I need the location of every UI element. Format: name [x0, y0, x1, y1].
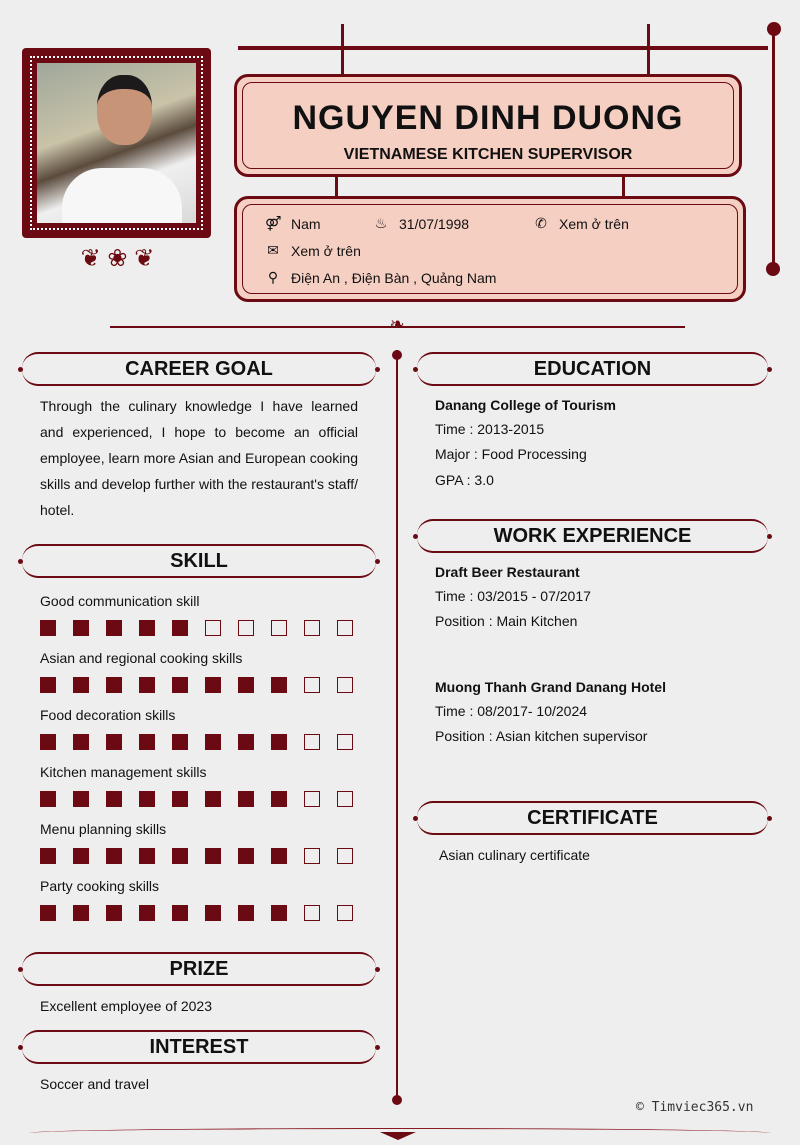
- divider-ornament: ❧: [389, 314, 405, 334]
- location-icon: ⚲: [267, 269, 279, 285]
- rating-square-empty: [205, 620, 221, 636]
- rating-square-filled: [73, 791, 89, 807]
- birthday: 31/07/1998: [399, 215, 470, 232]
- rating-square-empty: [304, 791, 320, 807]
- gender: Nam: [291, 215, 321, 232]
- divider-knob: [392, 350, 402, 360]
- hanger-knob: [766, 262, 780, 276]
- rating-square-filled: [73, 734, 89, 750]
- rating-square-filled: [139, 734, 155, 750]
- rating-square-empty: [304, 620, 320, 636]
- address: Điện An , Điện Bàn , Quảng Nam: [291, 269, 497, 286]
- skill-label: Asian and regional cooking skills: [40, 650, 243, 666]
- rating-square-empty: [337, 905, 353, 921]
- skill-rating: [40, 791, 353, 807]
- job-position: Position : Asian kitchen supervisor: [435, 728, 648, 744]
- rating-square-filled: [172, 791, 188, 807]
- avatar-frame: [22, 48, 211, 238]
- job-company: Muong Thanh Grand Danang Hotel: [435, 679, 666, 695]
- rating-square-empty: [337, 848, 353, 864]
- skill-label: Food decoration skills: [40, 707, 176, 723]
- job-company: Draft Beer Restaurant: [435, 564, 580, 580]
- rating-square-filled: [205, 677, 221, 693]
- rating-square-empty: [304, 677, 320, 693]
- rating-square-empty: [304, 848, 320, 864]
- skill-label: Good communication skill: [40, 593, 200, 609]
- rating-square-empty: [238, 620, 254, 636]
- rating-square-filled: [73, 620, 89, 636]
- phone-icon: ✆: [535, 215, 547, 231]
- hanger-post: [772, 28, 775, 270]
- interest-text: Soccer and travel: [40, 1076, 149, 1092]
- hanger-chain: [335, 176, 338, 196]
- rating-square-filled: [205, 905, 221, 921]
- hanger-knob: [767, 22, 781, 36]
- rating-square-filled: [238, 905, 254, 921]
- hanger-chain: [622, 176, 625, 196]
- rating-square-filled: [106, 620, 122, 636]
- skill-rating: [40, 734, 353, 750]
- rating-square-filled: [172, 620, 188, 636]
- rating-square-filled: [106, 848, 122, 864]
- rating-square-filled: [172, 848, 188, 864]
- avatar: [37, 63, 196, 223]
- rating-square-filled: [172, 905, 188, 921]
- name-board: [234, 74, 742, 177]
- rating-square-filled: [271, 734, 287, 750]
- school-name: Danang College of Tourism: [435, 397, 616, 413]
- certificate-text: Asian culinary certificate: [439, 847, 590, 863]
- rating-square-filled: [238, 734, 254, 750]
- rating-square-filled: [205, 848, 221, 864]
- phone: Xem ở trên: [559, 215, 629, 232]
- education-time: Time : 2013-2015: [435, 421, 545, 437]
- rating-square-filled: [238, 791, 254, 807]
- hanger-bar: [238, 46, 768, 50]
- section-work-experience: WORK EXPERIENCE: [417, 519, 768, 553]
- skill-label: Kitchen management skills: [40, 764, 207, 780]
- rating-square-filled: [271, 848, 287, 864]
- rating-square-filled: [238, 848, 254, 864]
- divider-knob: [392, 1095, 402, 1105]
- contact-board: [234, 196, 746, 302]
- job-time: Time : 08/2017- 10/2024: [435, 703, 588, 719]
- rating-square-filled: [205, 734, 221, 750]
- rating-square-filled: [172, 677, 188, 693]
- rating-square-filled: [73, 905, 89, 921]
- hanger-rod: [341, 24, 344, 74]
- rating-square-filled: [271, 905, 287, 921]
- rating-square-filled: [139, 791, 155, 807]
- skill-rating: [40, 677, 353, 693]
- rating-square-empty: [271, 620, 287, 636]
- rating-square-filled: [106, 677, 122, 693]
- rating-square-empty: [337, 620, 353, 636]
- rating-square-filled: [139, 905, 155, 921]
- rating-square-empty: [304, 734, 320, 750]
- rating-square-empty: [337, 677, 353, 693]
- skill-label: Menu planning skills: [40, 821, 167, 837]
- rating-square-filled: [40, 620, 56, 636]
- education-gpa: GPA : 3.0: [435, 472, 494, 488]
- rating-square-filled: [238, 677, 254, 693]
- career-goal-text: Through the culinary knowledge I have learned and experienced, I hope to become an official employee, learn more Asian and European cooking skills and develop further with the restaurant's staff/ hotel.: [40, 398, 358, 518]
- rating-square-empty: [337, 791, 353, 807]
- rating-square-filled: [73, 677, 89, 693]
- rating-square-filled: [40, 791, 56, 807]
- rating-square-empty: [304, 905, 320, 921]
- prize-text: Excellent employee of 2023: [40, 998, 212, 1014]
- section-education: EDUCATION: [417, 352, 768, 386]
- job-time: Time : 03/2015 - 07/2017: [435, 588, 591, 604]
- rating-square-filled: [40, 905, 56, 921]
- rating-square-filled: [106, 734, 122, 750]
- rating-square-filled: [205, 791, 221, 807]
- rating-square-filled: [271, 791, 287, 807]
- rating-square-filled: [40, 677, 56, 693]
- gender-icon: ⚤: [265, 215, 282, 231]
- column-divider: [396, 350, 398, 1100]
- section-skill: SKILL: [22, 544, 376, 578]
- rating-square-filled: [139, 677, 155, 693]
- section-prize: PRIZE: [22, 952, 376, 986]
- section-career-goal: CAREER GOAL: [22, 352, 376, 386]
- skill-label: Party cooking skills: [40, 878, 160, 894]
- rating-square-filled: [40, 848, 56, 864]
- rating-square-filled: [73, 848, 89, 864]
- full-name: NGUYEN DINH DUONG: [292, 99, 684, 137]
- rating-square-filled: [139, 848, 155, 864]
- section-certificate: CERTIFICATE: [417, 801, 768, 835]
- email: Xem ở trên: [291, 242, 361, 259]
- rating-square-filled: [40, 734, 56, 750]
- rating-square-filled: [172, 734, 188, 750]
- education-major: Major : Food Processing: [435, 446, 587, 462]
- rating-square-filled: [139, 620, 155, 636]
- hanger-rod: [647, 24, 650, 74]
- rating-square-filled: [106, 905, 122, 921]
- job-position: Position : Main Kitchen: [435, 613, 578, 629]
- laurel-ornament: ❦ ❀ ❦: [80, 245, 155, 272]
- job-title: VIETNAMESE KITCHEN SUPERVISOR: [343, 146, 633, 163]
- rating-square-empty: [337, 734, 353, 750]
- section-interest: INTEREST: [22, 1030, 376, 1064]
- skill-rating: [40, 848, 353, 864]
- rating-square-filled: [271, 677, 287, 693]
- copyright: © Timviec365.vn: [636, 1100, 754, 1115]
- skill-rating: [40, 620, 353, 636]
- birthday-cake-icon: ♨: [374, 215, 388, 231]
- email-icon: ✉: [267, 242, 279, 258]
- rating-square-filled: [106, 791, 122, 807]
- skill-rating: [40, 905, 353, 921]
